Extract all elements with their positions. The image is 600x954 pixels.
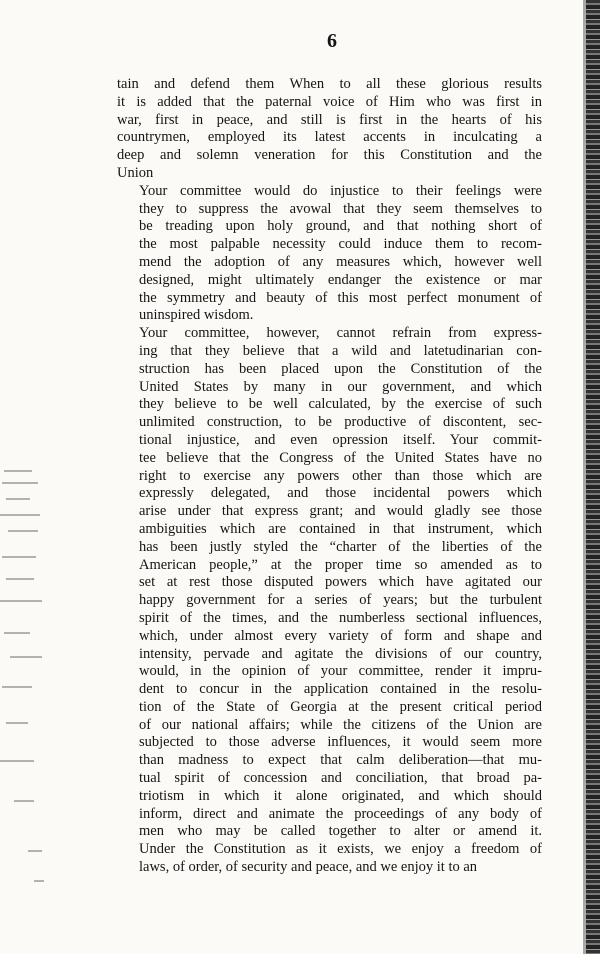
paragraph: [117, 325, 542, 877]
text-line: United States by many in our government, and which: [139, 378, 542, 395]
text-line: unlimited construction, to be productive of discontent, sec-: [139, 414, 542, 431]
text-line: uninspired wisdom.: [139, 307, 254, 324]
text-line: inform, direct and animate the proceedings of any body of: [139, 805, 542, 822]
text-line: war, first in peace, and still is first in the hearts of his: [117, 111, 542, 128]
text-line: designed, might ultimately endanger the existence or mar: [139, 271, 542, 288]
text-line: the most palpable necessity could induce them to recom-: [139, 236, 542, 253]
text-line: the symmetry and beauty of this most perfect monument of: [139, 289, 542, 306]
text-line: Your committee would do injustice to their feelings were: [139, 182, 542, 199]
text-line: set at rest those disputed powers which have agitated our: [139, 574, 542, 591]
text-line: Your committee, however, cannot refrain from express-: [139, 325, 542, 342]
paragraph: [117, 183, 542, 325]
text-line: triotism in which it alone originated, and which should: [139, 787, 542, 804]
text-line: ing that they believe that a wild and latetudinarian con-: [139, 342, 542, 359]
text-line: which, under almost every variety of form and shape and: [139, 627, 542, 644]
text-line: tual spirit of concession and conciliation, that broad pa-: [139, 770, 542, 787]
text-line: struction has been placed upon the Constitution of the: [139, 360, 542, 377]
text-line: tee believe that the Congress of the United States have no: [139, 449, 542, 466]
text-line: tain and defend them When to all these glorious results: [117, 76, 542, 92]
text-line: would, in the opinion of your committee, render it impru-: [139, 663, 542, 680]
margin-bleed-marks: [0, 460, 60, 920]
text-line: they to suppress the avowal that they seem themselves to: [139, 200, 542, 217]
text-line: tion of the State of Georgia at the present critical period: [139, 698, 542, 715]
paragraph: [117, 76, 542, 183]
text-line: be treading upon holy ground, and that nothing short of: [139, 218, 542, 235]
text-line: subjected to those adverse influences, it would seem more: [139, 734, 542, 751]
text-line: mend the adoption of any measures which, however well: [139, 253, 542, 270]
text-line: Under the Constitution as it exists, we enjoy a freedom of: [139, 841, 542, 858]
text-line: deep and solemn veneration for this Constitution and the: [117, 147, 542, 164]
text-line: intensity, pervade and agitate the divisions of our country,: [139, 645, 542, 662]
text-line: it is added that the paternal voice of Him who was first in: [117, 93, 542, 110]
text-line: than madness to expect that calm deliberation—that mu-: [139, 752, 542, 769]
body-text: [117, 76, 542, 877]
text-line: expressly delegated, and those incidental powers which: [139, 485, 542, 502]
text-line: of our national affairs; while the citizens of the Union are: [139, 716, 542, 733]
text-line: they believe to be well calculated, by the exercise of such: [139, 396, 542, 413]
page-binding-edge: [586, 0, 600, 954]
page-number: 6: [327, 30, 337, 52]
text-line: arise under that express grant; and would gladly see those: [139, 503, 542, 520]
text-line: American people,” at the proper time so amended as to: [139, 556, 542, 573]
text-line: men who may be called together to alter or amend it.: [139, 823, 542, 840]
text-line: tional injustice, and even opression itself. Your commit-: [139, 431, 542, 448]
text-line: Union: [117, 164, 154, 181]
text-line: has been justly styled the “charter of the liberties of the: [139, 538, 542, 555]
text-line: countrymen, employed its latest accents in inculcating a: [117, 129, 542, 146]
text-line: happy government for a series of years; but the turbulent: [139, 592, 542, 609]
text-line: spirit of the times, and the numberless sectional influences,: [139, 609, 542, 626]
text-line: dent to concur in the application contained in the resolu-: [139, 681, 542, 698]
text-line: ambiguities which are contained in that instrument, which: [139, 520, 542, 537]
text-line: right to exercise any powers other than those which are: [139, 467, 542, 484]
text-line: laws, of order, of security and peace, and we enjoy it to an: [139, 859, 478, 876]
